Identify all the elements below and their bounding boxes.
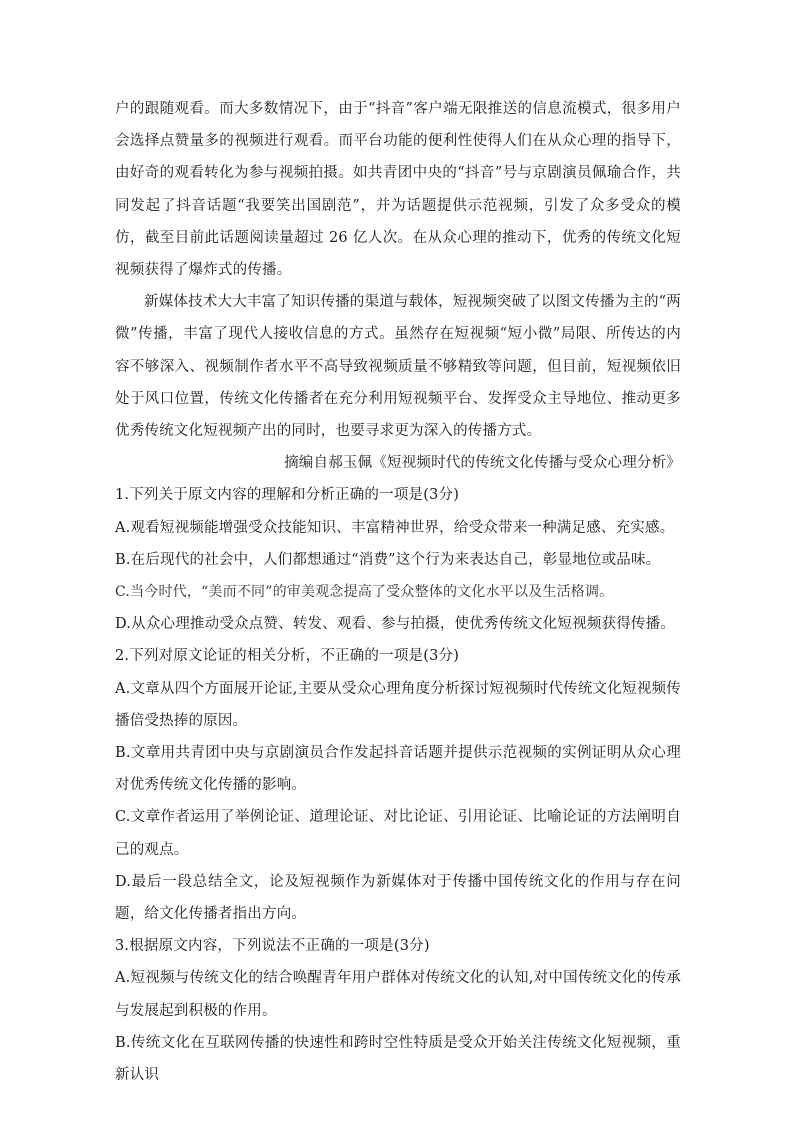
question-3-stem: 3.根据原文内容，下列说法不正确的一项是(3分) <box>115 938 430 955</box>
question-2 <box>115 640 681 930</box>
passage-source: 摘编自郝玉佩《短视频时代的传统文化传播与受众心理分析》 <box>284 455 681 472</box>
question-3 <box>115 930 681 1091</box>
question-2-option-c: C.文章作者运用了举例论证、道理论证、对比论证、引用论证、比喻论证的方法阐明自己的观点。 <box>115 809 681 858</box>
question-1-option-b: B.在后现代的社会中，人们都想通过“消费”这个行为来表达自己，彰显地位或品味。 <box>115 551 661 568</box>
question-1 <box>115 479 681 640</box>
question-2-option-b: B.文章用共青团中央与京剧演员合作发起抖音话题并提供示范视频的实例证明从众心理对优秀传统文化传播的影响。 <box>115 745 681 794</box>
question-2-stem: 2.下列对原文论证的相关分析，不正确的一项是(3分) <box>115 648 460 665</box>
question-2-option-a: A.文章从四个方面展开论证,主要从受众心理角度分析探讨短视频时代传统文化短视频传播倍受热捧的原因。 <box>115 680 681 729</box>
question-2-option-d: D.最后一段总结全文，论及短视频作为新媒体对于传播中国传统文化的作用与存在问题，给文化传播者指出方向。 <box>115 873 681 923</box>
question-1-option-a: A.观看短视频能增强受众技能知识、丰富精神世界，给受众带来一种满足感、充实感。 <box>115 519 675 536</box>
question-1-stem: 1.下列关于原文内容的理解和分析正确的一项是(3分) <box>115 487 460 504</box>
passage-paragraph-1: 户的跟随观看。而大多数情况下，由于“抖音”客户端无限推送的信息流模式，很多用户会选择点赞量多的视频进行观看。而平台功能的便利性使得人们在从众心理的指导下，由好奇的观看转化为参与视频拍摄。如共青团中央的“抖音”号与京剧演员佩瑜合作，共同发起了抖音话题“我要笑出国剧范”，并为话题提供示范视频，引发了众多受众的模仿，截至目前此话题阅读量超过 26 亿人次。在从众心理的推动下，优秀的传统文化短视频获得了爆炸式的传播。 <box>115 101 681 279</box>
question-1-option-c: C.当今时代，“美而不同”的审美观念提高了受众整体的文化水平以及生活格调。 <box>115 584 614 601</box>
question-3-option-b: B.传统文化在互联网传播的快速性和跨时空性特质是受众开始关注传统文化短视频，重新认识 <box>115 1034 681 1084</box>
question-3-option-a: A.短视频与传统文化的结合唤醒青年用户群体对传统文化的认知,对中国传统文化的传承与发展起到积极的作用。 <box>115 970 681 1019</box>
document-page <box>115 93 681 1091</box>
passage-paragraph-2: 新媒体技术大大丰富了知识传播的渠道与载体，短视频突破了以图文传播为主的“两微”传播，丰富了现代人接收信息的方式。虽然存在短视频“短小微”局限、所传达的内容不够深入、视频制作者水平不高导致视频质量不够精致等问题，但目前，短视频依旧处于风口位置，传统文化传播者在充分利用短视频平台、发挥受众主导地位、推动更多优秀传统文化短视频产出的同时，也要寻求更为深入的传播方式。 <box>115 294 681 440</box>
question-1-option-d: D.从众心理推动受众点赞、转发、观看、参与拍摄，使优秀传统文化短视频获得传播。 <box>115 616 676 633</box>
